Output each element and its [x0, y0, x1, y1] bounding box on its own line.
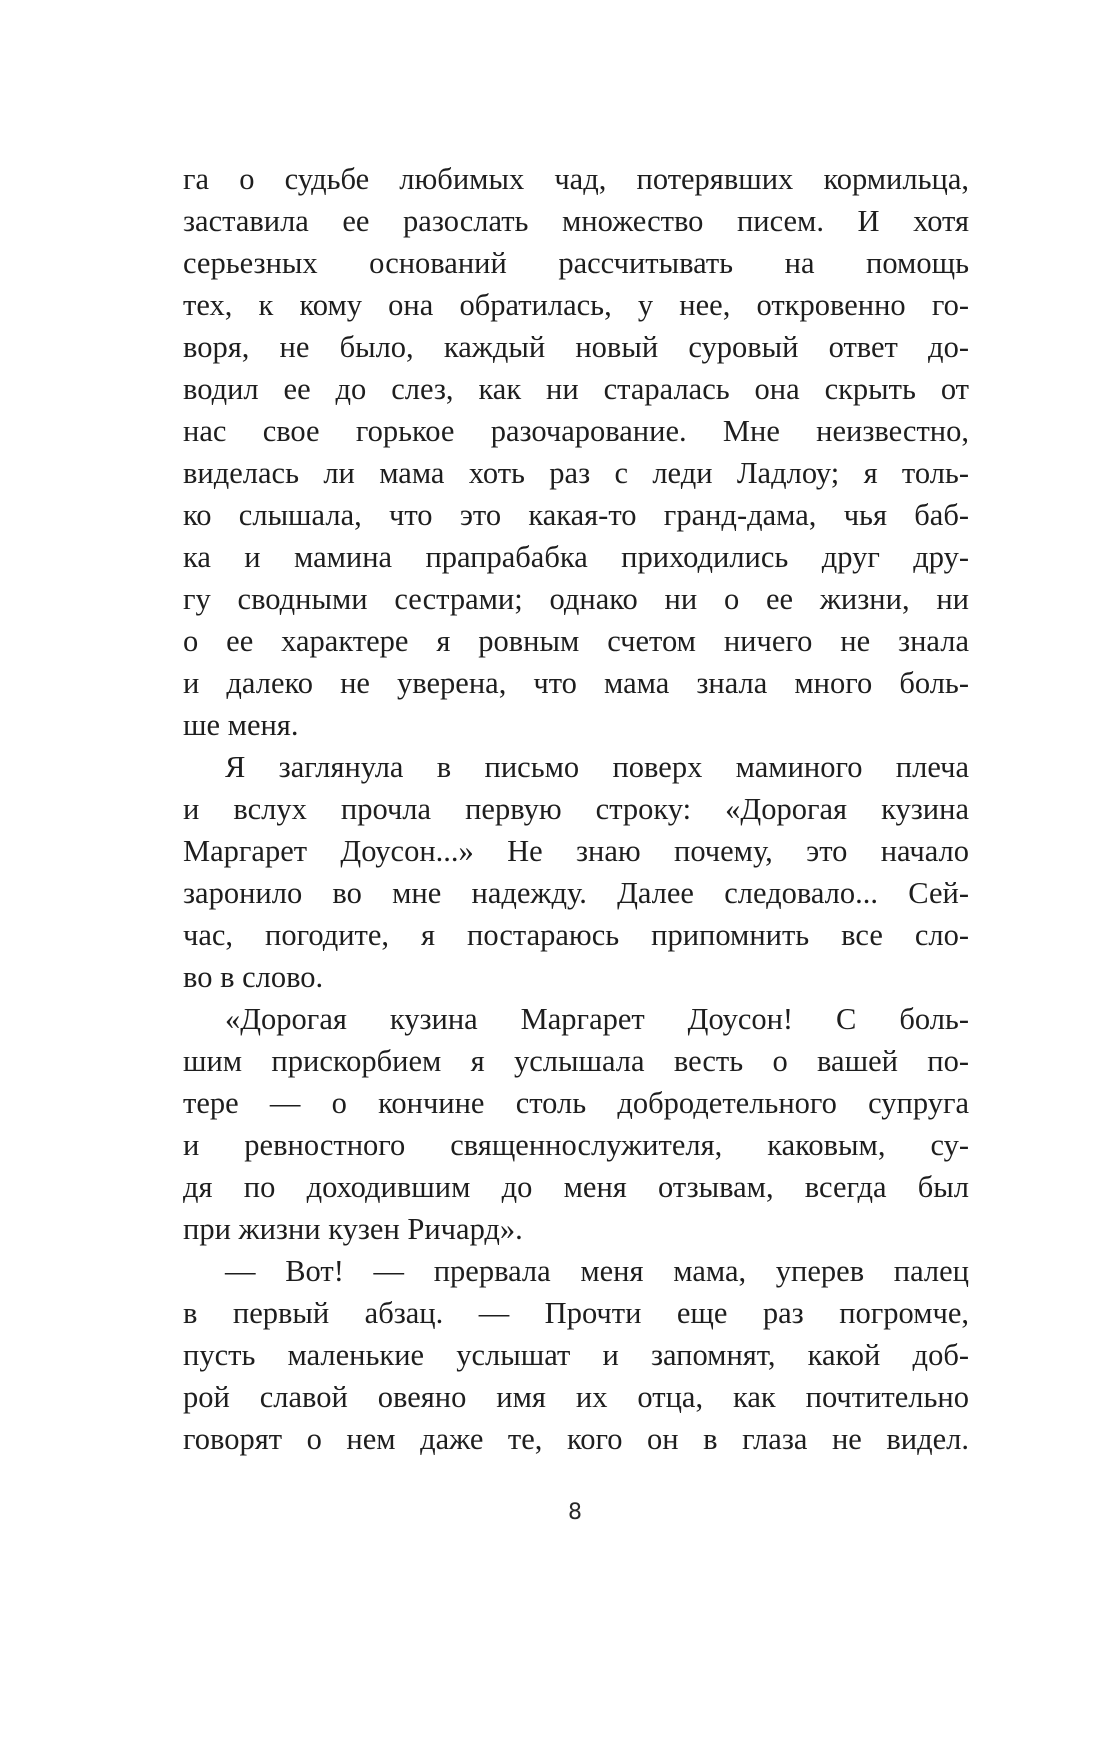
text-line: говорят о нем даже те, кого он в глаза не видел. — [183, 1422, 969, 1456]
text-line: водил ее до слез, как ни старалась она скрыть от — [183, 372, 969, 406]
text-line: воря, не было, каждый новый суровый ответ до- — [183, 330, 969, 364]
text-line: рой славой овеяно имя их отца, как почтительно — [183, 1380, 969, 1414]
text-line: тере — о кончине столь добродетельного супруга — [183, 1086, 969, 1120]
text-line: нас свое горькое разочарование. Мне неизвестно, — [183, 414, 969, 448]
body-text — [183, 158, 969, 1460]
text-line: ко слышала, что это какая-то гранд-дама, чья баб- — [183, 498, 969, 532]
text-line: га о судьбе любимых чад, потерявших кормильца, — [183, 162, 969, 196]
text-line: и далеко не уверена, что мама знала много боль- — [183, 666, 969, 700]
text-line: час, погодите, я постараюсь припомнить все сло- — [183, 918, 969, 952]
text-line: гу сводными сестрами; однако ни о ее жизни, ни — [183, 582, 969, 616]
text-line: виделась ли мама хоть раз с леди Ладлоу; я толь- — [183, 456, 969, 490]
text-line: заставила ее разослать множество писем. И хотя — [183, 204, 969, 238]
text-line: в первый абзац. — Прочти еще раз погромче, — [183, 1296, 969, 1330]
text-line: ка и мамина прапрабабка приходились друг дру- — [183, 540, 969, 574]
text-line: тех, к кому она обратилась, у нее, откровенно го- — [183, 288, 969, 322]
paragraph-start-line: Я заглянула в письмо поверх маминого плеча — [225, 750, 969, 784]
text-line: Маргарет Доусон...» Не знаю почему, это начало — [183, 834, 969, 868]
text-line: и вслух прочла первую строку: «Дорогая кузина — [183, 792, 969, 826]
text-line: заронило во мне надежду. Далее следовало... Сей- — [183, 876, 969, 910]
paragraph-start-line: — Вот! — прервала меня мама, уперев палец — [225, 1254, 969, 1288]
text-line: шим прискорбием я услышала весть о вашей по- — [183, 1044, 969, 1078]
paragraph-end-line: при жизни кузен Ричард». — [183, 1212, 523, 1246]
paragraph-end-line: во в слово. — [183, 960, 324, 994]
page-number: 8 — [568, 1500, 582, 1525]
text-line: пусть маленькие услышат и запомнят, какой доб- — [183, 1338, 969, 1372]
paragraph-end-line: ше меня. — [183, 708, 299, 742]
text-line: и ревностного священнослужителя, каковым, су- — [183, 1128, 969, 1162]
text-line: дя по доходившим до меня отзывам, всегда был — [183, 1170, 969, 1204]
text-line: о ее характере я ровным счетом ничего не знала — [183, 624, 969, 658]
text-line: серьезных оснований рассчитывать на помощь — [183, 246, 969, 280]
paragraph-start-line: «Дорогая кузина Маргарет Доусон! С боль- — [225, 1002, 969, 1036]
